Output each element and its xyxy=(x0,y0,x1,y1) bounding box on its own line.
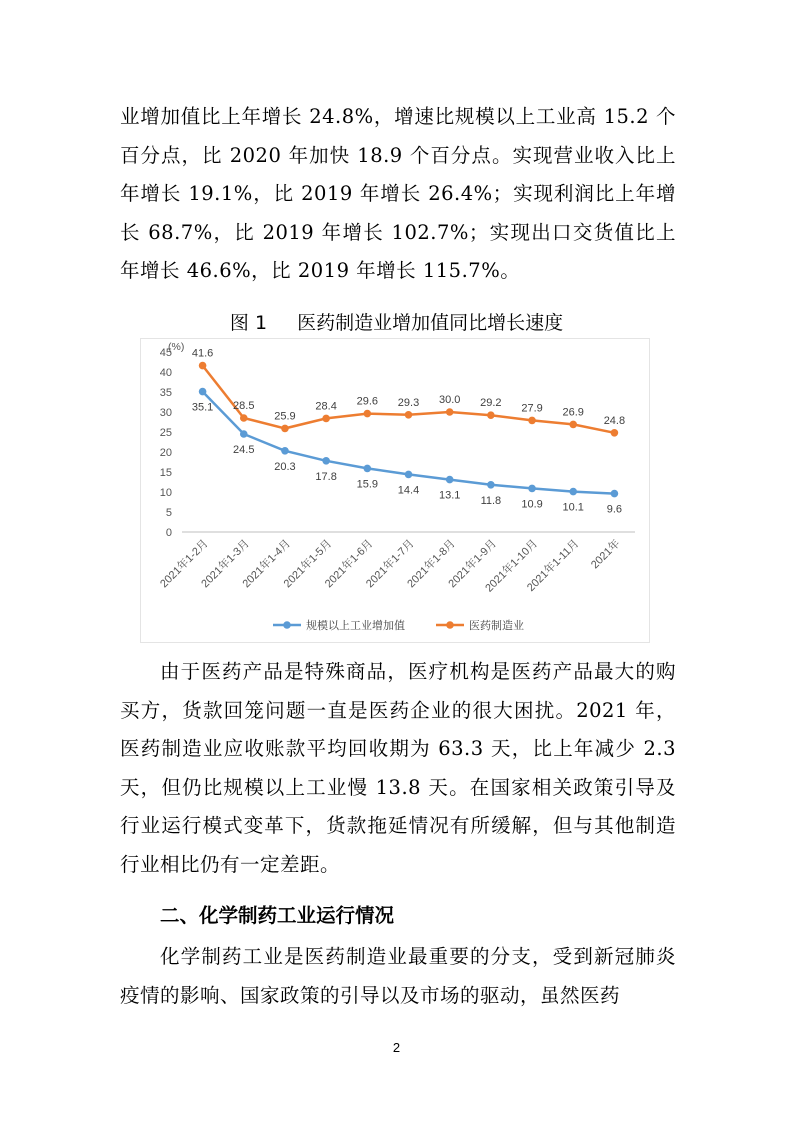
data-point xyxy=(281,447,289,455)
y-tick-label: 45 xyxy=(159,347,172,359)
y-tick-label: 40 xyxy=(159,367,172,379)
x-tick-label: 2021年1-10月 xyxy=(483,537,541,595)
data-point xyxy=(528,485,536,493)
y-tick-label: 25 xyxy=(159,427,172,439)
x-tick-label: 2021年 xyxy=(588,537,623,572)
data-point xyxy=(240,430,248,438)
data-point xyxy=(322,415,330,423)
section-heading: 二、化学制药工业运行情况 xyxy=(160,904,395,927)
data-point xyxy=(528,417,536,425)
x-tick-label: 2021年1-7月 xyxy=(364,537,417,591)
data-label: 10.1 xyxy=(562,501,584,514)
y-tick-label: 5 xyxy=(165,507,172,519)
data-point xyxy=(611,490,619,498)
data-point xyxy=(364,465,372,473)
legend-marker xyxy=(283,621,291,629)
line-chart xyxy=(140,338,650,643)
data-label: 29.2 xyxy=(480,397,502,410)
data-point xyxy=(199,388,207,396)
x-tick-label: 2021年1-5月 xyxy=(281,537,335,591)
data-point xyxy=(405,471,413,479)
data-point xyxy=(364,410,372,418)
data-label: 9.6 xyxy=(606,503,623,516)
data-label: 14.4 xyxy=(397,484,420,497)
data-point xyxy=(446,408,454,416)
data-label: 41.6 xyxy=(191,347,214,360)
y-tick-label: 35 xyxy=(159,387,172,399)
paragraph-receivables: 由于医药产品是特殊商品，医疗机构是医药产品最大的购买方，货款回笼问题一直是医药企业的很大困扰。2021 年，医药制造业应收账款平均回收期为 63.3 天，比上年减少 2.3 天，但仍比规模以上工业慢 13.8 天。在国家相关政策引导及行业运行模式变革下，货款拖延情况有所缓解，但与其他制造行业相比仍有一定差距。 xyxy=(120,660,676,876)
data-point xyxy=(487,411,495,419)
data-point xyxy=(322,457,330,465)
data-label: 35.1 xyxy=(191,401,214,414)
data-label: 26.9 xyxy=(562,406,584,419)
x-tick-label: 2021年1-11月 xyxy=(525,537,582,594)
data-point xyxy=(569,488,577,496)
data-label: 27.9 xyxy=(521,402,543,415)
page-number: 2 xyxy=(392,1040,401,1055)
y-tick-label: 0 xyxy=(165,527,172,539)
y-tick-label: 30 xyxy=(159,407,172,419)
paragraph-chemical: 化学制药工业是医药制造业最重要的分支，受到新冠肺炎疫情的影响、国家政策的引导以及市场的驱动，虽然医药 xyxy=(120,945,676,1007)
data-label: 25.9 xyxy=(274,410,296,423)
data-point xyxy=(199,362,207,370)
y-axis-unit: (%) xyxy=(168,341,185,353)
data-label: 28.5 xyxy=(233,400,255,412)
data-point xyxy=(446,476,454,484)
figure-caption: 医药制造业增加值同比增长速度 xyxy=(297,312,564,334)
x-tick-label: 2021年1-4月 xyxy=(240,537,294,591)
x-tick-label: 2021年1-6月 xyxy=(322,537,376,591)
x-tick-label: 2021年1-3月 xyxy=(199,537,252,591)
data-point xyxy=(281,425,289,433)
legend-label: 规模以上工业增加值 xyxy=(306,620,405,632)
data-point xyxy=(569,421,577,429)
data-label: 30.0 xyxy=(438,394,461,406)
legend-label: 医药制造业 xyxy=(469,620,524,632)
data-label: 17.8 xyxy=(315,470,337,483)
data-label: 15.9 xyxy=(356,478,379,491)
data-label: 24.5 xyxy=(233,444,255,456)
data-label: 10.9 xyxy=(521,498,543,511)
data-label: 20.3 xyxy=(274,460,296,473)
data-point xyxy=(487,481,495,489)
x-tick-label: 2021年1-2月 xyxy=(158,537,211,591)
paragraph-intro: 业增加值比上年增长 24.8%，增速比规模以上工业高 15.2 个百分点，比 2020 年加快 18.9 个百分点。实现营业收入比上年增长 19.1%，比 2019 年增长 26.4%；实现利润比上年增长 68.7%，比 2019 年增长 102.7%；实现出口交货值比上年增长 46.6%，比 2019 年增长 115.7%。 xyxy=(120,105,676,282)
figure-number: 图 1 xyxy=(229,312,268,334)
legend-marker xyxy=(446,621,454,629)
y-tick-label: 20 xyxy=(159,447,172,459)
figure-title xyxy=(0,308,793,335)
x-tick-label: 2021年1-9月 xyxy=(446,537,499,591)
data-label: 29.6 xyxy=(356,395,379,408)
y-tick-label: 10 xyxy=(159,487,172,499)
data-label: 13.1 xyxy=(438,489,461,502)
data-label: 24.8 xyxy=(603,414,626,427)
data-label: 29.3 xyxy=(397,396,420,409)
x-tick-label: 2021年1-8月 xyxy=(405,537,458,591)
data-point xyxy=(240,414,248,422)
y-tick-label: 15 xyxy=(159,467,172,479)
data-label: 28.4 xyxy=(315,400,337,413)
data-point xyxy=(611,429,619,437)
data-point xyxy=(405,411,413,419)
data-label: 11.8 xyxy=(480,494,502,507)
